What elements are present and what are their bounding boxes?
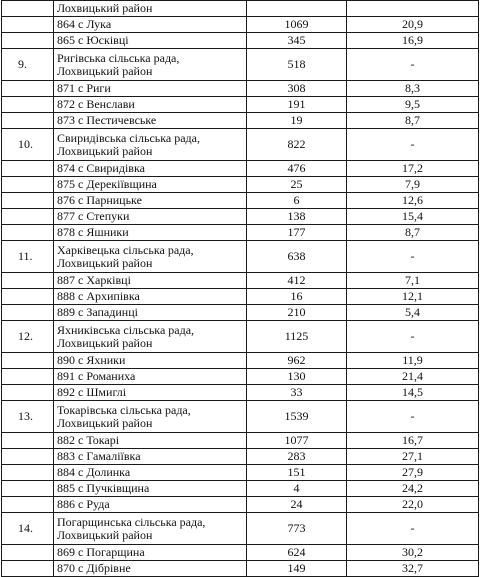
table-row (2, 273, 479, 289)
population-cell: 16 (247, 289, 347, 305)
density-cell: - (347, 401, 479, 433)
table-row (2, 97, 479, 113)
row-number-cell: 10. (2, 129, 54, 161)
density-cell: 15,4 (347, 209, 479, 225)
settlement-name-cell (54, 289, 247, 305)
density-cell: 7,1 (347, 273, 479, 289)
row-number-cell (2, 289, 54, 305)
settlement-name-line: 886 с Руда (57, 497, 110, 511)
row-number-cell (2, 305, 54, 321)
settlement-name-line: Погарщинська сільська рада, (57, 514, 206, 529)
density-cell: 8,7 (347, 113, 479, 129)
population-cell: 412 (247, 273, 347, 289)
row-number-cell (2, 193, 54, 209)
density-cell: 8,7 (347, 225, 479, 241)
row-number-cell (2, 81, 54, 97)
table-row (2, 353, 479, 369)
row-number-cell (2, 177, 54, 193)
settlement-name-cell (54, 513, 247, 545)
density-cell: 11,9 (347, 353, 479, 369)
density-cell: 27,9 (347, 465, 479, 481)
settlement-name-cell (54, 369, 247, 385)
settlement-name-cell (54, 305, 247, 321)
density-cell: 12,1 (347, 289, 479, 305)
row-number-cell (2, 97, 54, 113)
table-row (2, 225, 479, 241)
settlement-name-cell (54, 129, 247, 161)
table-row (2, 369, 479, 385)
settlement-name-line: Лохвицький район (57, 143, 153, 158)
settlement-name-line: 876 с Парницьке (57, 193, 142, 207)
row-number-cell (2, 545, 54, 561)
table-row (2, 1, 479, 17)
population-cell: 25 (247, 177, 347, 193)
settlement-name-cell (54, 321, 247, 353)
settlement-name-cell (54, 81, 247, 97)
population-cell: 130 (247, 369, 347, 385)
row-number-cell: 9. (2, 49, 54, 81)
density-cell: - (347, 241, 479, 273)
density-cell: 9,5 (347, 97, 479, 113)
settlement-name-line: 871 с Риги (57, 81, 111, 95)
population-cell: 24 (247, 497, 347, 513)
population-cell: 518 (247, 49, 347, 81)
row-number-cell (2, 481, 54, 497)
population-cell: 476 (247, 161, 347, 177)
settlement-name-cell (54, 497, 247, 513)
settlement-name-line: 890 с Яхники (57, 353, 126, 367)
row-number-cell (2, 369, 54, 385)
settlement-name-cell (54, 385, 247, 401)
row-number-cell (2, 273, 54, 289)
table-row (2, 289, 479, 305)
density-cell: 8,3 (347, 81, 479, 97)
settlement-name-line: Харківецька сільська рада, (57, 242, 194, 257)
document-page (1, 0, 482, 577)
settlement-name-cell (54, 465, 247, 481)
council-row (2, 401, 479, 433)
table-row (2, 161, 479, 177)
row-number-cell (2, 17, 54, 33)
row-number-cell: 11. (2, 241, 54, 273)
row-number-cell (2, 449, 54, 465)
settlement-name-cell (54, 1, 247, 17)
density-cell: 17,2 (347, 161, 479, 177)
table-row (2, 449, 479, 465)
settlement-name-line: Лохвицький район (57, 255, 153, 270)
population-cell: 345 (247, 33, 347, 49)
settlement-name-line: Яхниківська сільська рада, (57, 322, 195, 337)
settlement-name-cell (54, 49, 247, 81)
settlement-name-line: Лохвицький район (57, 63, 153, 78)
settlement-name-cell (54, 193, 247, 209)
density-cell: 32,7 (347, 561, 479, 577)
settlement-name-line: 882 с Токарі (57, 433, 120, 447)
population-cell: 138 (247, 209, 347, 225)
table-row (2, 497, 479, 513)
row-number-cell (2, 385, 54, 401)
council-row (2, 241, 479, 273)
settlement-name-line: 874 с Свиридівка (57, 161, 145, 175)
settlement-name-cell (54, 241, 247, 273)
table-row (2, 113, 479, 129)
row-number-cell (2, 113, 54, 129)
settlement-name-line: 869 с Погарщина (57, 545, 145, 559)
population-cell: 33 (247, 385, 347, 401)
settlement-name-line: Лохвицький район (57, 335, 153, 350)
table-row (2, 33, 479, 49)
settlement-name-cell (54, 273, 247, 289)
settlement-name-cell (54, 353, 247, 369)
settlement-name-line: 870 с Дібрівне (57, 561, 131, 575)
population-cell: 6 (247, 193, 347, 209)
settlement-name-line: Лохвицький район (57, 415, 153, 430)
population-cell: 1125 (247, 321, 347, 353)
settlement-name-cell (54, 561, 247, 577)
settlement-name-cell (54, 177, 247, 193)
row-number-cell: 14. (2, 513, 54, 545)
population-cell: 822 (247, 129, 347, 161)
settlements-table (1, 0, 479, 577)
density-cell: - (347, 321, 479, 353)
settlement-name-cell (54, 209, 247, 225)
settlement-name-cell (54, 161, 247, 177)
density-cell: - (347, 129, 479, 161)
population-cell: 4 (247, 481, 347, 497)
density-cell: 27,1 (347, 449, 479, 465)
population-cell: 283 (247, 449, 347, 465)
table-row (2, 81, 479, 97)
table-row (2, 481, 479, 497)
settlement-name-line: 887 с Харківці (57, 273, 131, 287)
density-cell: 5,4 (347, 305, 479, 321)
row-number-cell (2, 209, 54, 225)
table-row (2, 385, 479, 401)
council-row (2, 129, 479, 161)
density-cell: 16,9 (347, 33, 479, 49)
population-cell: 1077 (247, 433, 347, 449)
table-row (2, 193, 479, 209)
settlement-name-line: 878 с Яшники (57, 225, 129, 239)
density-cell: 24,2 (347, 481, 479, 497)
settlement-name-line: 883 с Гамаліївка (57, 449, 141, 463)
density-cell (347, 1, 479, 17)
council-row (2, 49, 479, 81)
row-number-cell (2, 497, 54, 513)
settlement-name-line: Токарівська сільська рада, (57, 402, 191, 417)
table-row (2, 177, 479, 193)
population-cell: 177 (247, 225, 347, 241)
settlement-name-line: 877 с Степуки (57, 209, 130, 223)
density-cell: 12,6 (347, 193, 479, 209)
population-cell: 962 (247, 353, 347, 369)
settlement-name-line: 889 с Западинці (57, 305, 138, 319)
table-row (2, 465, 479, 481)
row-number-cell: 13. (2, 401, 54, 433)
settlement-name-cell (54, 225, 247, 241)
settlement-name-line: 865 с Юсківці (57, 33, 129, 47)
row-number-cell (2, 225, 54, 241)
population-cell: 19 (247, 113, 347, 129)
settlement-name-line: 891 с Романиха (57, 369, 136, 383)
population-cell: 151 (247, 465, 347, 481)
table-row (2, 209, 479, 225)
population-cell: 624 (247, 545, 347, 561)
settlement-name-line: 864 с Лука (57, 17, 112, 31)
density-cell: 16,7 (347, 433, 479, 449)
population-cell: 210 (247, 305, 347, 321)
table-row (2, 305, 479, 321)
row-number-cell (2, 465, 54, 481)
settlement-name-line: 884 с Долинка (57, 465, 131, 479)
settlement-name-line: Лохвицький район (57, 527, 153, 542)
council-row (2, 321, 479, 353)
population-cell: 1069 (247, 17, 347, 33)
settlement-name-cell (54, 545, 247, 561)
row-number-cell (2, 353, 54, 369)
row-number-cell: 12. (2, 321, 54, 353)
density-cell: 14,5 (347, 385, 479, 401)
density-cell: 20,9 (347, 17, 479, 33)
council-row (2, 513, 479, 545)
settlement-name-line: 875 с Дерекіївщина (57, 177, 157, 191)
settlement-name-cell (54, 33, 247, 49)
table-row (2, 545, 479, 561)
population-cell: 191 (247, 97, 347, 113)
settlement-name-line: 892 с Шмиглі (57, 385, 127, 399)
population-cell: 308 (247, 81, 347, 97)
population-cell (247, 1, 347, 17)
table-row (2, 17, 479, 33)
settlement-name-cell (54, 113, 247, 129)
row-number-cell (2, 161, 54, 177)
population-cell: 638 (247, 241, 347, 273)
settlement-name-cell (54, 17, 247, 33)
settlement-name-line: 885 с Пучківщина (57, 481, 150, 495)
density-cell: 30,2 (347, 545, 479, 561)
density-cell: 22,0 (347, 497, 479, 513)
settlement-name-line: 888 с Архипівка (57, 289, 140, 303)
settlement-name-line: Ригівська сільська рада, (57, 50, 180, 65)
population-cell: 1539 (247, 401, 347, 433)
settlement-name-cell (54, 97, 247, 113)
density-cell: 21,4 (347, 369, 479, 385)
row-number-cell (2, 1, 54, 17)
settlement-name-cell (54, 449, 247, 465)
settlement-name-line: 873 с Пестичевське (57, 113, 157, 127)
row-number-cell (2, 33, 54, 49)
density-cell: - (347, 49, 479, 81)
settlement-name-line: Свиридівська сільська рада, (57, 130, 200, 145)
settlement-name-line: Лохвицький район (57, 1, 153, 15)
population-cell: 149 (247, 561, 347, 577)
population-cell: 773 (247, 513, 347, 545)
density-cell: 7,9 (347, 177, 479, 193)
settlement-name-cell (54, 401, 247, 433)
table-body (2, 1, 479, 577)
table-row (2, 433, 479, 449)
settlement-name-cell (54, 433, 247, 449)
density-cell: - (347, 513, 479, 545)
table-row (2, 561, 479, 577)
settlement-name-cell (54, 481, 247, 497)
settlement-name-line: 872 с Венслави (57, 97, 135, 111)
row-number-cell (2, 433, 54, 449)
row-number-cell (2, 561, 54, 577)
